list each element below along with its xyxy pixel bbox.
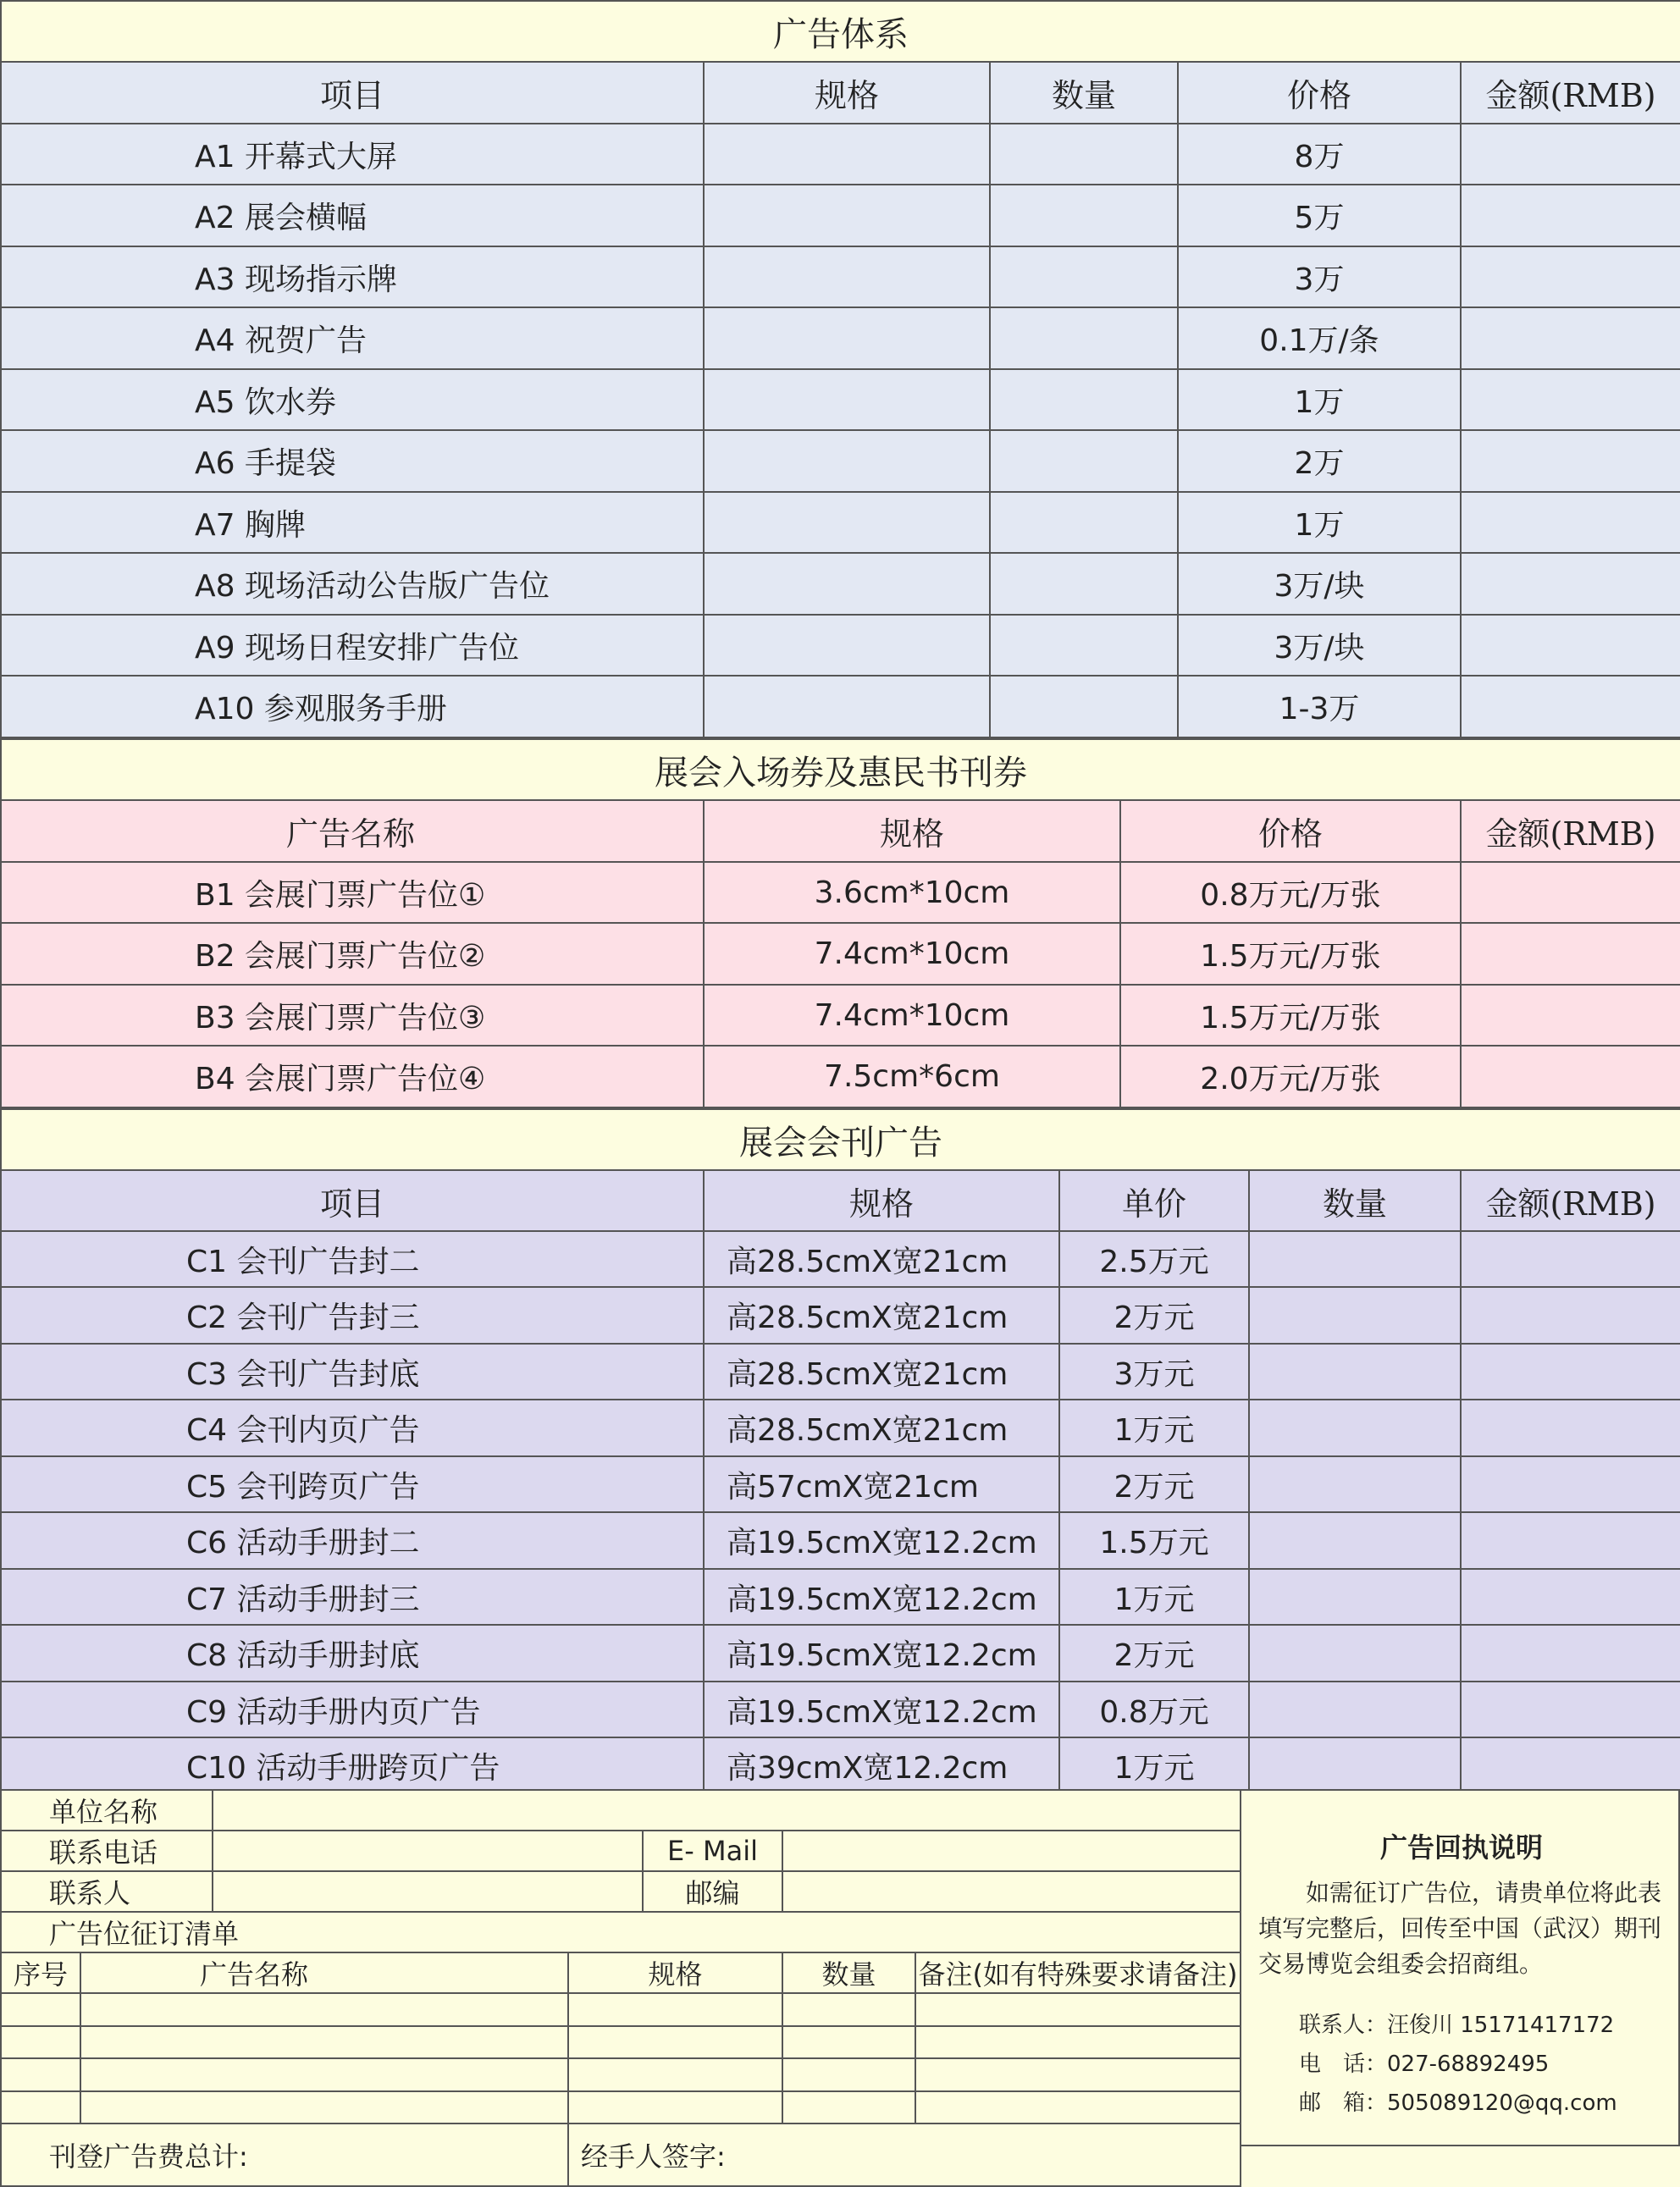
- item-name: A2 展会横幅: [1, 185, 704, 246]
- section-c-header-row: [1, 1170, 1680, 1231]
- item-name: C9 活动手册内页广告: [1, 1682, 704, 1737]
- phone-field[interactable]: [213, 1831, 643, 1871]
- table-row: [1, 1456, 1680, 1512]
- header-cell: 规格: [704, 800, 1120, 862]
- section-a-title: 广告体系: [1, 1, 1680, 62]
- contact-label: 联系人: [1, 1871, 213, 1912]
- spec-cell: 高19.5cmX宽12.2cm: [704, 1682, 1059, 1737]
- header-cell: 规格: [704, 62, 990, 124]
- order-row: [1, 2058, 1241, 2091]
- zip-field[interactable]: [782, 1871, 1241, 1912]
- order-cell[interactable]: [782, 2026, 915, 2058]
- quantity-cell[interactable]: [990, 430, 1178, 492]
- item-name: A3 现场指示牌: [1, 246, 704, 307]
- order-cell[interactable]: [782, 2091, 915, 2123]
- order-cell[interactable]: [915, 2091, 1241, 2123]
- spec-cell[interactable]: [704, 369, 990, 430]
- item-name: C10 活动手册跨页广告: [1, 1737, 704, 1794]
- amount-cell[interactable]: [1461, 862, 1680, 923]
- amount-cell[interactable]: [1461, 1231, 1680, 1287]
- order-cell[interactable]: [1, 2058, 80, 2091]
- spec-cell: 高28.5cmX宽21cm: [704, 1231, 1059, 1287]
- item-name: C2 会刊广告封三: [1, 1287, 704, 1344]
- price-cell: 1万: [1178, 492, 1461, 553]
- amount-cell[interactable]: [1461, 1625, 1680, 1682]
- table-row: [1, 862, 1680, 923]
- item-name: A1 开幕式大屏: [1, 124, 704, 185]
- spec-cell[interactable]: [704, 307, 990, 369]
- table-row: [1, 492, 1680, 553]
- spec-cell: 高28.5cmX宽21cm: [704, 1400, 1059, 1456]
- spec-cell[interactable]: [704, 430, 990, 492]
- total-label: 刊登广告费总计:: [1, 2123, 568, 2186]
- order-cell[interactable]: [568, 2091, 782, 2123]
- company-label: 单位名称: [1, 1790, 213, 1831]
- amount-cell[interactable]: [1461, 124, 1680, 185]
- amount-cell[interactable]: [1461, 369, 1680, 430]
- order-cell[interactable]: [1, 1993, 80, 2026]
- item-name: A6 手提袋: [1, 430, 704, 492]
- header-cell: 项目: [1, 62, 704, 124]
- table-row: [1, 1569, 1680, 1625]
- price-cell: 1.5万元/万张: [1120, 985, 1461, 1046]
- quantity-cell[interactable]: [1249, 1512, 1461, 1569]
- spec-cell: 高28.5cmX宽21cm: [704, 1344, 1059, 1400]
- price-cell: 2万元: [1059, 1287, 1249, 1344]
- header-cell: 金额(RMB): [1461, 1170, 1680, 1231]
- item-name: A4 祝贺广告: [1, 307, 704, 369]
- header-cell: 项目: [1, 1170, 704, 1231]
- table-row: [1, 985, 1680, 1046]
- table-row: [1, 1231, 1680, 1287]
- spec-cell[interactable]: [704, 492, 990, 553]
- header-cell: 金额(RMB): [1461, 800, 1680, 862]
- item-name: A9 现场日程安排广告位: [1, 615, 704, 676]
- item-name: B3 会展门票广告位③: [1, 985, 704, 1046]
- quantity-cell[interactable]: [1249, 1625, 1461, 1682]
- section-a-table: [0, 0, 1680, 738]
- item-name: C8 活动手册封底: [1, 1625, 704, 1682]
- order-title-row: [1, 1912, 1241, 1952]
- price-cell: 2万元: [1059, 1456, 1249, 1512]
- order-cell[interactable]: [782, 2058, 915, 2091]
- price-cell: 2万元: [1059, 1625, 1249, 1682]
- receipt-phone: 电 话：027-68892495: [1299, 2052, 1550, 2077]
- price-cell: 1-3万: [1178, 676, 1461, 737]
- section-a-title-row: [1, 1, 1680, 62]
- table-row: [1, 369, 1680, 430]
- spec-cell: 高28.5cmX宽21cm: [704, 1287, 1059, 1344]
- amount-cell[interactable]: [1461, 1344, 1680, 1400]
- order-header-cell: 广告名称: [80, 1952, 568, 1993]
- receipt-panel: [1240, 1789, 1680, 2146]
- order-header-cell: 备注(如有特殊要求请备注): [915, 1952, 1241, 1993]
- company-field[interactable]: [213, 1790, 1241, 1831]
- table-row: [1, 1512, 1680, 1569]
- amount-cell[interactable]: [1461, 1046, 1680, 1107]
- order-header-cell: 数量: [782, 1952, 915, 1993]
- section-c-table: [0, 1108, 1680, 1795]
- order-cell[interactable]: [80, 2026, 568, 2058]
- quantity-cell[interactable]: [1249, 1682, 1461, 1737]
- order-header-cell: 序号: [1, 1952, 80, 1993]
- price-cell: 1万元: [1059, 1737, 1249, 1794]
- order-row: [1, 2091, 1241, 2123]
- price-cell: 3万/块: [1178, 615, 1461, 676]
- section-b-table: [0, 738, 1680, 1108]
- section-b-title: 展会入场券及惠民书刊券: [1, 739, 1680, 800]
- item-name: A10 参观服务手册: [1, 676, 704, 737]
- table-row: [1, 1682, 1680, 1737]
- table-row: [1, 246, 1680, 307]
- quantity-cell[interactable]: [990, 185, 1178, 246]
- order-title: 广告位征订清单: [1, 1912, 1241, 1952]
- quantity-cell[interactable]: [990, 369, 1178, 430]
- spec-cell: 7.5cm*6cm: [704, 1046, 1120, 1107]
- quantity-cell[interactable]: [1249, 1456, 1461, 1512]
- amount-cell[interactable]: [1461, 1569, 1680, 1625]
- table-row: [1, 1625, 1680, 1682]
- price-cell: 5万: [1178, 185, 1461, 246]
- item-name: C5 会刊跨页广告: [1, 1456, 704, 1512]
- order-cell[interactable]: [1, 2026, 80, 2058]
- quantity-cell[interactable]: [990, 676, 1178, 737]
- item-name: C3 会刊广告封底: [1, 1344, 704, 1400]
- price-cell: 1.5万元/万张: [1120, 923, 1461, 985]
- spec-cell[interactable]: [704, 615, 990, 676]
- item-name: C1 会刊广告封二: [1, 1231, 704, 1287]
- header-cell: 数量: [1249, 1170, 1461, 1231]
- order-cell[interactable]: [568, 2026, 782, 2058]
- spec-cell: 高19.5cmX宽12.2cm: [704, 1625, 1059, 1682]
- price-cell: 1.5万元: [1059, 1512, 1249, 1569]
- spec-cell[interactable]: [704, 246, 990, 307]
- spec-cell[interactable]: [704, 124, 990, 185]
- price-cell: 2万: [1178, 430, 1461, 492]
- quantity-cell[interactable]: [990, 615, 1178, 676]
- item-name: B4 会展门票广告位④: [1, 1046, 704, 1107]
- amount-cell[interactable]: [1461, 1737, 1680, 1794]
- item-name: A7 胸牌: [1, 492, 704, 553]
- spec-cell: 高19.5cmX宽12.2cm: [704, 1512, 1059, 1569]
- order-cell[interactable]: [80, 1993, 568, 2026]
- table-row: [1, 430, 1680, 492]
- spec-cell[interactable]: [704, 553, 990, 615]
- contact-field[interactable]: [213, 1871, 643, 1912]
- table-row: [1, 923, 1680, 985]
- receipt-title: 广告回执说明: [1379, 1831, 1543, 1864]
- contact-row: [1, 1871, 1241, 1912]
- item-name: A5 饮水券: [1, 369, 704, 430]
- section-b-title-row: [1, 739, 1680, 800]
- spec-cell[interactable]: [704, 185, 990, 246]
- amount-cell[interactable]: [1461, 1287, 1680, 1344]
- price-cell: 1万: [1178, 369, 1461, 430]
- order-cell[interactable]: [1, 2091, 80, 2123]
- order-cell[interactable]: [915, 2058, 1241, 2091]
- header-cell: 数量: [990, 62, 1178, 124]
- amount-cell[interactable]: [1461, 923, 1680, 985]
- table-row: [1, 615, 1680, 676]
- amount-cell[interactable]: [1461, 1456, 1680, 1512]
- receipt-contact: 联系人：汪俊川 15171417172: [1299, 2013, 1615, 2038]
- total-row: [1, 2123, 1241, 2186]
- header-cell: 价格: [1178, 62, 1461, 124]
- table-row: [1, 124, 1680, 185]
- order-cell[interactable]: [568, 2058, 782, 2091]
- price-cell: 2.5万元: [1059, 1231, 1249, 1287]
- order-row: [1, 2026, 1241, 2058]
- item-name: C6 活动手册封二: [1, 1512, 704, 1569]
- spec-cell: 高57cmX宽21cm: [704, 1456, 1059, 1512]
- price-cell: 3万/块: [1178, 553, 1461, 615]
- spec-cell: 3.6cm*10cm: [704, 862, 1120, 923]
- price-cell: 8万: [1178, 124, 1461, 185]
- price-cell: 3万元: [1059, 1344, 1249, 1400]
- phone-row: [1, 1831, 1241, 1871]
- table-row: [1, 1287, 1680, 1344]
- quantity-cell[interactable]: [990, 492, 1178, 553]
- order-header-cell: 规格: [568, 1952, 782, 1993]
- amount-cell[interactable]: [1461, 553, 1680, 615]
- email-label: E- Mail: [643, 1831, 782, 1871]
- table-row: [1, 553, 1680, 615]
- item-name: B1 会展门票广告位①: [1, 862, 704, 923]
- table-row: [1, 676, 1680, 737]
- spec-cell: 高39cmX宽12.2cm: [704, 1737, 1059, 1794]
- amount-cell[interactable]: [1461, 1400, 1680, 1456]
- price-cell: 1万元: [1059, 1400, 1249, 1456]
- item-name: C4 会刊内页广告: [1, 1400, 704, 1456]
- order-cell[interactable]: [782, 1993, 915, 2026]
- quantity-cell[interactable]: [1249, 1569, 1461, 1625]
- table-row: [1, 185, 1680, 246]
- header-cell: 金额(RMB): [1461, 62, 1680, 124]
- amount-cell[interactable]: [1461, 1512, 1680, 1569]
- order-cell[interactable]: [915, 2026, 1241, 2058]
- order-form: [0, 1789, 1680, 2173]
- price-cell: 0.8万元: [1059, 1682, 1249, 1737]
- amount-cell[interactable]: [1461, 615, 1680, 676]
- item-name: A8 现场活动公告版广告位: [1, 553, 704, 615]
- phone-label: 联系电话: [1, 1831, 213, 1871]
- order-header-row: [1, 1952, 1241, 1993]
- spec-cell: 7.4cm*10cm: [704, 985, 1120, 1046]
- order-cell[interactable]: [568, 1993, 782, 2026]
- price-cell: 3万: [1178, 246, 1461, 307]
- header-cell: 广告名称: [1, 800, 704, 862]
- header-cell: 价格: [1120, 800, 1461, 862]
- section-c-title: 展会会刊广告: [1, 1109, 1680, 1170]
- quantity-cell[interactable]: [1249, 1287, 1461, 1344]
- quantity-cell[interactable]: [990, 246, 1178, 307]
- quantity-cell[interactable]: [1249, 1344, 1461, 1400]
- amount-cell[interactable]: [1461, 246, 1680, 307]
- order-form-table: [0, 1789, 1241, 2187]
- price-cell: 1万元: [1059, 1569, 1249, 1625]
- item-name: C7 活动手册封三: [1, 1569, 704, 1625]
- table-row: [1, 1400, 1680, 1456]
- price-cell: 2.0万元/万张: [1120, 1046, 1461, 1107]
- amount-cell[interactable]: [1461, 1682, 1680, 1737]
- amount-cell[interactable]: [1461, 985, 1680, 1046]
- spec-cell[interactable]: [704, 676, 990, 737]
- quantity-cell[interactable]: [990, 307, 1178, 369]
- header-cell: 单价: [1059, 1170, 1249, 1231]
- header-cell: 规格: [704, 1170, 1059, 1231]
- spec-cell: 高19.5cmX宽12.2cm: [704, 1569, 1059, 1625]
- quantity-cell[interactable]: [1249, 1400, 1461, 1456]
- section-c-title-row: [1, 1109, 1680, 1170]
- table-row: [1, 1344, 1680, 1400]
- order-cell[interactable]: [80, 2058, 568, 2091]
- amount-cell[interactable]: [1461, 307, 1680, 369]
- price-cell: 0.8万元/万张: [1120, 862, 1461, 923]
- amount-cell[interactable]: [1461, 430, 1680, 492]
- table-row: [1, 307, 1680, 369]
- company-row: [1, 1790, 1241, 1831]
- item-name: B2 会展门票广告位②: [1, 923, 704, 985]
- section-a-header-row: [1, 62, 1680, 124]
- amount-cell[interactable]: [1461, 676, 1680, 737]
- email-field[interactable]: [782, 1831, 1241, 1871]
- receipt-body: 如需征订广告位，请贵单位将此表填写完整后，回传至中国（武汉）期刊交易博览会组委会招商组。: [1258, 1879, 1662, 1978]
- quantity-cell[interactable]: [1249, 1737, 1461, 1794]
- quantity-cell[interactable]: [1249, 1231, 1461, 1287]
- signature-label: 经手人签字:: [568, 2123, 1241, 2186]
- receipt-email: 邮 箱：505089120@qq.com: [1299, 2090, 1617, 2116]
- section-b-header-row: [1, 800, 1680, 862]
- amount-cell[interactable]: [1461, 185, 1680, 246]
- table-row: [1, 1737, 1680, 1794]
- order-row: [1, 1993, 1241, 2026]
- zip-label: 邮编: [643, 1871, 782, 1912]
- order-cell[interactable]: [80, 2091, 568, 2123]
- amount-cell[interactable]: [1461, 492, 1680, 553]
- spec-cell: 7.4cm*10cm: [704, 923, 1120, 985]
- price-cell: 0.1万/条: [1178, 307, 1461, 369]
- quantity-cell[interactable]: [990, 553, 1178, 615]
- order-cell[interactable]: [915, 1993, 1241, 2026]
- quantity-cell[interactable]: [990, 124, 1178, 185]
- table-row: [1, 1046, 1680, 1107]
